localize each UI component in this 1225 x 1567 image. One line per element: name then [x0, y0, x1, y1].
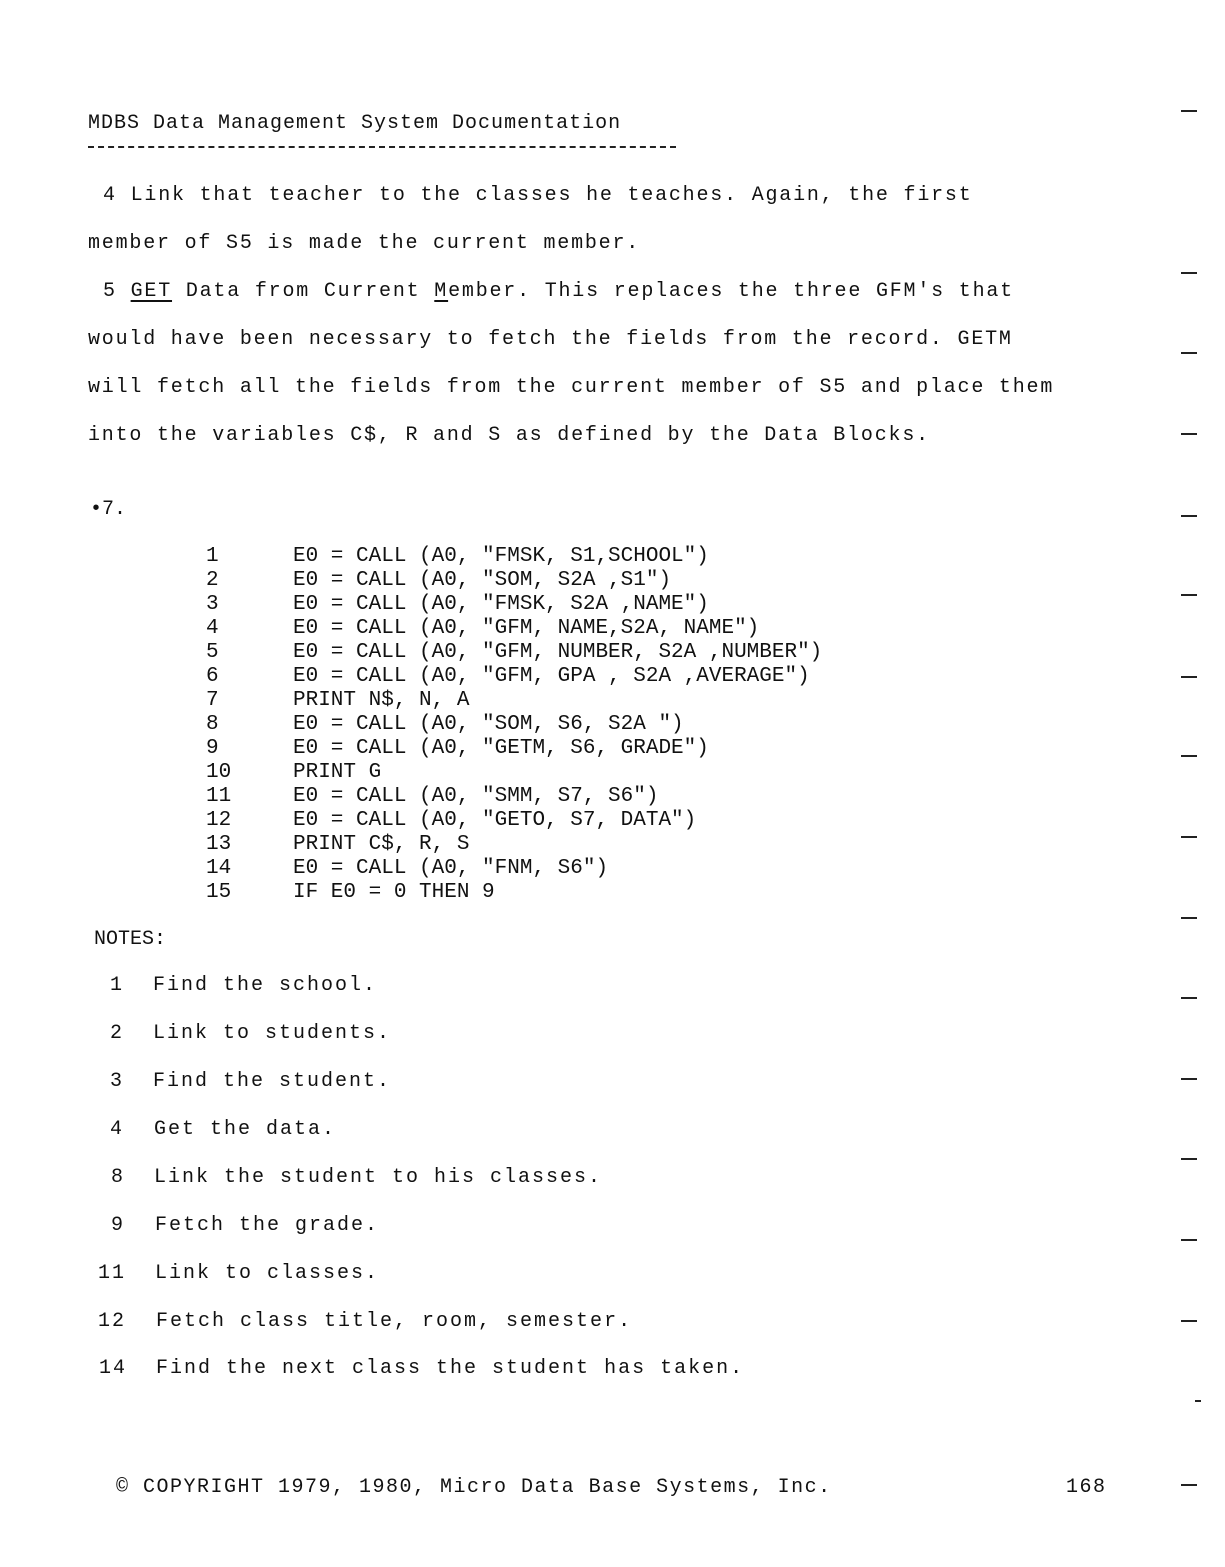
note-number: 12 — [97, 1310, 126, 1333]
code-line-number: 6 — [206, 665, 219, 688]
note-text: Link to classes. — [155, 1262, 380, 1285]
note-text: Find the school. — [153, 974, 378, 997]
note-text: Get the data. — [154, 1118, 337, 1141]
note-number: 8 — [110, 1166, 125, 1189]
code-line-text: E0 = CALL (A0, "SOM, S2A ,S1") — [293, 569, 672, 592]
note-number: 4 — [109, 1118, 124, 1141]
page-number: 168 — [1066, 1476, 1107, 1499]
note-number: 14 — [98, 1357, 127, 1380]
code-line-text: E0 = CALL (A0, "FMSK, S2A ,NAME") — [293, 593, 709, 616]
paragraph-5-text-b: ember. This replaces the three GFM's that — [448, 280, 1014, 303]
code-line-number: 12 — [206, 809, 232, 832]
code-line-text: E0 = CALL (A0, "GFM, GPA , S2A ,AVERAGE") — [293, 665, 810, 688]
code-line-text: E0 = CALL (A0, "GETM, S6, GRADE") — [293, 737, 709, 760]
paragraph-5-line-3: will fetch all the fields from the current member of S5 and place them — [88, 376, 1055, 399]
margin-tick — [1181, 1239, 1197, 1241]
section-marker: •7. — [90, 498, 127, 521]
margin-tick — [1181, 1078, 1197, 1080]
code-line-text: PRINT N$, N, A — [293, 689, 470, 712]
note-number: 2 — [109, 1022, 124, 1045]
margin-tick — [1181, 515, 1197, 517]
paragraph-4-line-1: 4 Link that teacher to the classes he teaches. Again, the first — [103, 184, 973, 207]
margin-tick — [1181, 917, 1197, 919]
margin-tick — [1181, 1484, 1197, 1486]
margin-tick — [1181, 272, 1197, 274]
code-line-text: E0 = CALL (A0, "FNM, S6") — [293, 857, 609, 880]
code-line-text: IF E0 = 0 THEN 9 — [293, 881, 495, 904]
margin-tick — [1181, 755, 1197, 757]
code-line-number: 2 — [206, 569, 219, 592]
member-initial: M — [434, 280, 449, 303]
margin-tick — [1181, 1158, 1197, 1160]
code-line-number: 5 — [206, 641, 219, 664]
note-text: Find the student. — [153, 1070, 392, 1093]
note-number: 1 — [109, 974, 124, 997]
note-number: 11 — [97, 1262, 126, 1285]
code-line-number: 14 — [206, 857, 232, 880]
margin-tick — [1181, 594, 1197, 596]
code-line-text: E0 = CALL (A0, "SOM, S6, S2A ") — [293, 713, 684, 736]
code-line-number: 11 — [206, 785, 232, 808]
margin-tick — [1181, 997, 1197, 999]
code-line-number: 8 — [206, 713, 219, 736]
code-line-number: 1 — [206, 545, 219, 568]
code-line-number: 15 — [206, 881, 232, 904]
code-line-number: 13 — [206, 833, 232, 856]
code-line-number: 3 — [206, 593, 219, 616]
code-line-number: 9 — [206, 737, 219, 760]
paragraph-5-number: 5 — [103, 280, 117, 303]
note-text: Find the next class the student has taken. — [156, 1357, 745, 1380]
note-text: Fetch class title, room, semester. — [156, 1310, 633, 1333]
margin-tick — [1181, 676, 1197, 678]
copyright-notice: © COPYRIGHT 1979, 1980, Micro Data Base Systems, Inc. — [116, 1476, 832, 1499]
margin-tick — [1181, 433, 1197, 435]
code-line-text: E0 = CALL (A0, "GFM, NUMBER, S2A ,NUMBER") — [293, 641, 823, 664]
note-text: Link the student to his classes. — [154, 1166, 603, 1189]
code-line-text: PRINT G — [293, 761, 382, 784]
code-line-number: 10 — [206, 761, 232, 784]
note-text: Fetch the grade. — [155, 1214, 380, 1237]
margin-tick — [1181, 1320, 1197, 1322]
code-line-text: E0 = CALL (A0, "SMM, S7, S6") — [293, 785, 659, 808]
paragraph-5-text-a: Data from Current — [172, 280, 435, 303]
note-number: 9 — [110, 1214, 125, 1237]
margin-tick — [1181, 836, 1197, 838]
code-line-text: PRINT C$, R, S — [293, 833, 470, 856]
paragraph-5-line-2: would have been necessary to fetch the fields from the record. GETM — [88, 328, 1013, 351]
paragraph-4-line-2: member of S5 is made the current member. — [88, 232, 641, 255]
page-header: MDBS Data Management System Documentation — [88, 112, 622, 135]
paragraph-5-line-4: into the variables C$, R and S as defined by the Data Blocks. — [88, 424, 930, 447]
header-dashed-rule — [88, 146, 676, 148]
notes-heading: NOTES: — [94, 928, 167, 951]
code-line-text: E0 = CALL (A0, "GETO, S7, DATA") — [293, 809, 697, 832]
code-line-text: E0 = CALL (A0, "GFM, NAME,S2A, NAME") — [293, 617, 760, 640]
margin-tick — [1181, 352, 1197, 354]
margin-tick — [1181, 110, 1197, 112]
code-line-text: E0 = CALL (A0, "FMSK, S1,SCHOOL") — [293, 545, 709, 568]
code-line-number: 7 — [206, 689, 219, 712]
paragraph-5-line-1 — [103, 280, 1115, 303]
get-keyword: GET — [130, 280, 173, 303]
margin-tick — [1195, 1400, 1201, 1402]
code-line-number: 4 — [206, 617, 219, 640]
note-text: Link to students. — [153, 1022, 392, 1045]
note-number: 3 — [109, 1070, 124, 1093]
